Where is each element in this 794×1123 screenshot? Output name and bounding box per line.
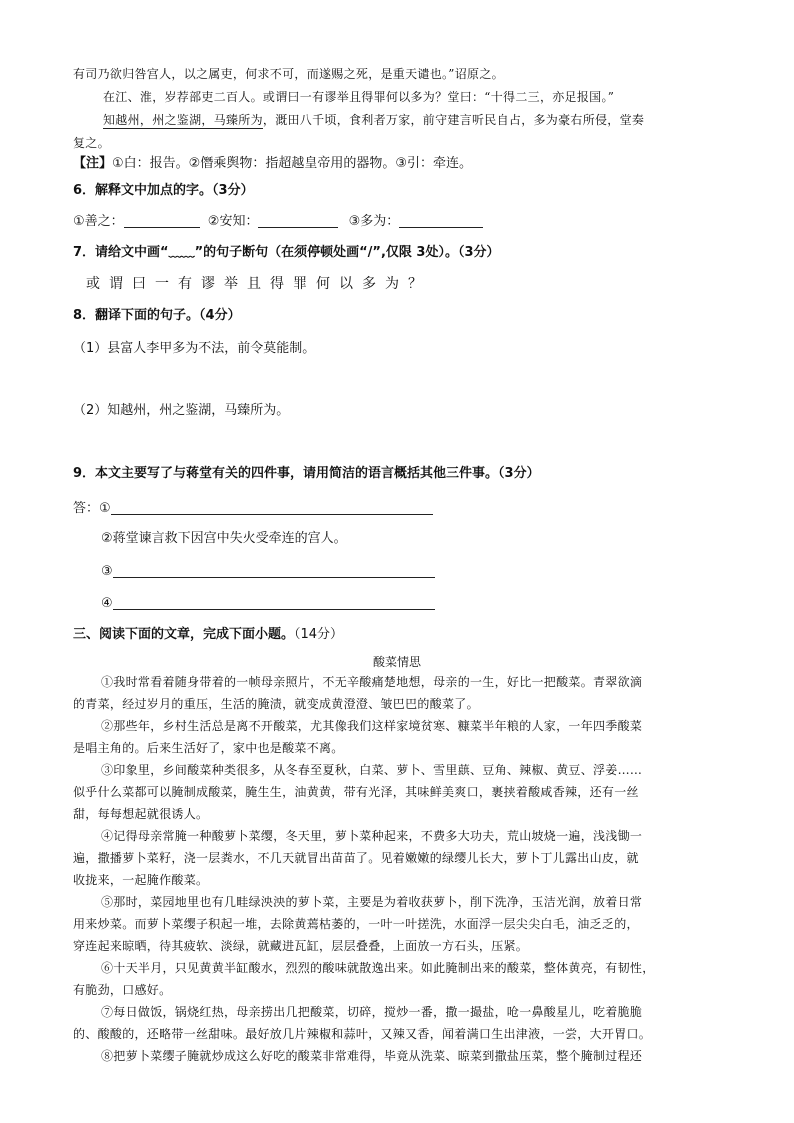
essay-line: 是唱主角的。后来生活好了，家中也是酸菜不离。 (73, 741, 344, 755)
essay-line: ②那些年，乡村生活总是离不开酸菜，尤其像我们这样家境贫寒、糠菜半年粮的人家，一年四季酸菜 (101, 719, 643, 733)
essay-line: 穿连起来晾晒，待其疲软、淡绿，就藏进瓦缸，层层叠叠，上面放一方石头，压紧。 (73, 939, 529, 953)
question-7-title: 7．请给文中画“﹏﹏”的句子断句（在须停顿处画“/”,仅限 3处）。（3分） (73, 245, 500, 260)
q9-answer-1 (73, 501, 433, 515)
footnote-bracket: 【注】 (73, 156, 113, 171)
footnote (73, 157, 472, 170)
essay-line: 似乎什么菜都可以腌制成酸菜，腌生生，油黄黄，带有光泽，其味鲜美爽口，裹挟着酸咸香辣，还有一丝 (73, 785, 639, 799)
essay-line: 用来炒菜。而萝卜菜缨子积起一堆，去除黄蔫枯萎的，一叶一叶搓洗，水面浮一层尖尖白毛，油乏乏的， (73, 917, 639, 931)
essay-line: 收拢来，一起腌作酸菜。 (73, 873, 209, 887)
section-3-points: （14分） (294, 627, 344, 642)
q8-sentence-2: （2）知越州，州之鉴湖，马臻所为。 (73, 403, 290, 418)
q9-answer-3 (101, 564, 435, 578)
essay-line: 的、酸酸的，还略带一丝甜味。最好放几片辣椒和蒜叶，又辣又香，闻着满口生出津液，一尝，大开胃口。 (73, 1027, 652, 1041)
q9-answer-3-marker: ③ (101, 564, 113, 579)
essay-line: ④记得母亲常腌一种酸萝卜菜缨，冬天里，萝卜菜种起来，不费多大功夫，荒山坡烧一遍，浅浅锄一 (101, 829, 643, 843)
passage-line-3 (103, 114, 644, 126)
essay-line: ③印象里，乡间酸菜种类很多，从冬春至夏秋，白菜、萝卜、雪里蕻、豆角、辣椒、黄豆、浮姜…… (101, 763, 643, 777)
question-9-title: 9．本文主要写了与蒋堂有关的四件事，请用简洁的语言概括其他三件事。（3分） (73, 466, 540, 481)
section-3-heading (73, 628, 343, 641)
q6-answer-blank-3[interactable] (399, 214, 483, 228)
q9-answer-label: 答： (73, 501, 100, 516)
q9-answer-1-marker: ① (99, 501, 111, 516)
q8-sentence-1: （1）县富人李甲多为不法，前令莫能制。 (73, 341, 316, 356)
essay-title: 酸菜情思 (372, 655, 421, 669)
essay-line: 的青菜，经过岁月的重压，生活的腌渍，就变成黄澄澄、皱巴巴的酸菜了。 (73, 697, 479, 711)
essay-line: ⑥十天半月，只见黄黄半缸酸水，烈烈的酸味就散逸出来。如此腌制出来的酸菜，整体黄亮，有韧性， (101, 961, 655, 975)
q9-answer-blank-4[interactable] (113, 596, 435, 610)
passage-line-4: 复之。 (73, 136, 110, 150)
question-6-title: 6．解释文中加点的字。（3分） (73, 183, 254, 198)
essay-line: 甜，每每想起就很诱人。 (73, 807, 209, 821)
underlined-phrase: 知越州，州之鉴湖，马臻所为 (103, 113, 263, 127)
q6-item-2-label: ②安知： (207, 214, 259, 229)
q6-answer-blank-2[interactable] (258, 214, 338, 228)
essay-line: ⑧把萝卜菜缨子腌就炒成这么好吃的酸菜非常难得，毕竟从洗菜、晾菜到撒盐压菜，整个腌制过程还 (101, 1049, 643, 1063)
passage-line-2: 在江、淮，岁荐部吏二百人。或谓曰一有谬举且得罪何以多为？堂曰：“十得二三，亦足报国。” (103, 90, 615, 104)
passage-line-3-rest: ，溉田八千顷，食利者万家，前守建言听民自占，多为豪右所侵，堂奏 (262, 113, 645, 127)
q9-answer-2: ②蒋堂谏言救下因宫中失火受牵连的宫人。 (101, 531, 347, 546)
essay-line: ①我时常看着随身带着的一帧母亲照片，不无辛酸痛楚地想，母亲的一生，好比一把酸菜。青翠欲滴 (101, 675, 643, 689)
essay-line: 遍，撒播萝卜菜籽，浇一层粪水，不几天就冒出苗苗了。见着嫩嫩的绿缨儿长大，萝卜丁儿露出山皮，就 (73, 851, 639, 865)
question-6-items (73, 214, 483, 228)
q9-answer-blank-1[interactable] (111, 501, 433, 515)
essay-line: ⑦每日做饭，锅烧红热，母亲捞出几把酸菜，切碎，搅炒一番，撒一撮盐，呛一鼻酸星儿，吃着脆脆 (101, 1005, 643, 1019)
q6-item-3-label: ③多为： (348, 214, 400, 229)
q9-answer-4-marker: ④ (101, 596, 113, 611)
question-8-title: 8．翻译下面的句子。（4分） (73, 308, 241, 323)
section-3-heading-text: 三、阅读下面的文章，完成下面小题。 (73, 627, 295, 642)
essay-line: ⑤那时，菜园地里也有几畦绿泱泱的萝卜菜，主要是为着收获萝卜，削下洗净，玉洁光润，放着日常 (101, 895, 643, 909)
q6-item-1-label: ①善之： (73, 214, 124, 229)
essay-line: 有脆劲，口感好。 (73, 983, 172, 997)
footnote-text: ①白：报告。②僭乘舆物：指超越皇帝用的器物。③引：牵连。 (112, 156, 472, 171)
q6-answer-blank-1[interactable] (124, 214, 200, 228)
q9-answer-4 (101, 596, 435, 610)
q9-answer-blank-3[interactable] (113, 564, 435, 578)
passage-line-1: 有司乃欲归咎宫人，以之属吏，何求不可，而遂赐之死，是重天谴也。”诏原之。 (73, 67, 504, 81)
q7-sentence: 或谓曰一有谬举且得罪何以多为？ (86, 276, 431, 292)
